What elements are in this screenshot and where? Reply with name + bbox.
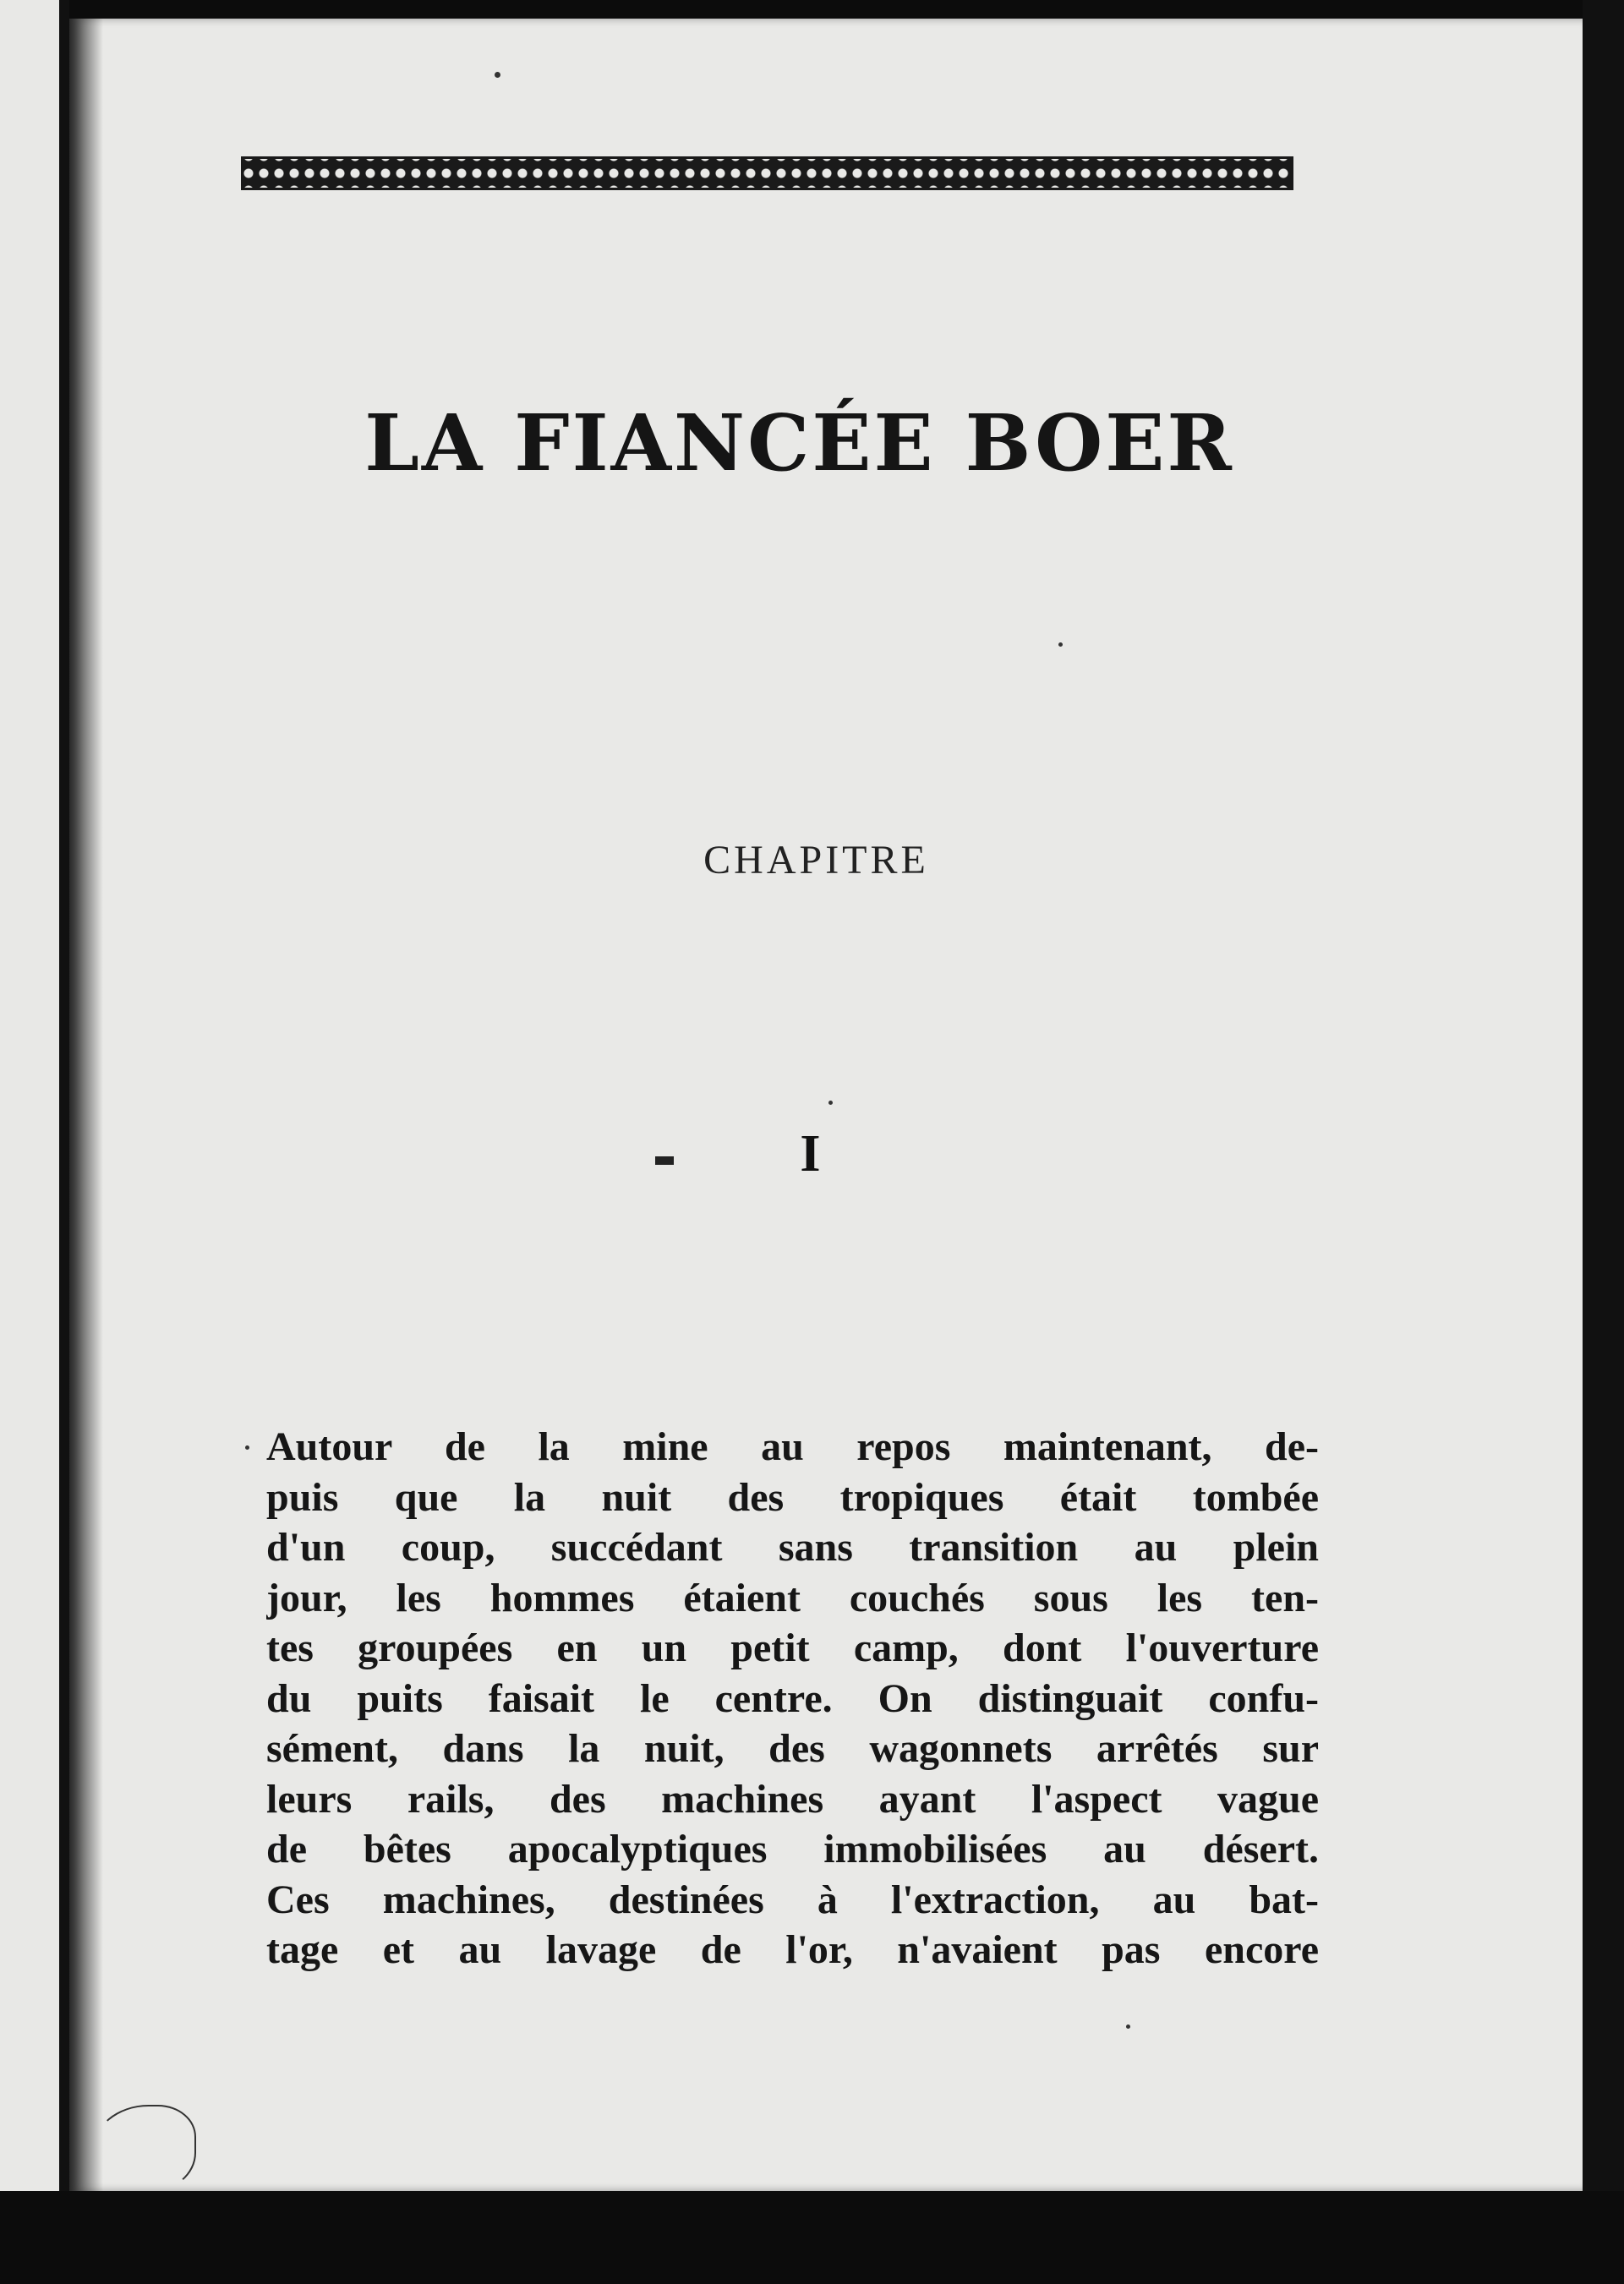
- text-line: Ces machines, destinées à l'extraction, au bat-: [266, 1877, 1319, 1922]
- text-line: Autour de la mine au repos maintenant, de-: [266, 1424, 1319, 1469]
- text-line: sément, dans la nuit, des wagonnets arrêtés sur: [266, 1726, 1319, 1771]
- bottom-margin-band: [0, 2191, 1624, 2284]
- text-line: tes groupées en un petit camp, dont l'ouverture: [266, 1626, 1319, 1670]
- text-line: tage et au lavage de l'or, n'avaient pas encore: [266, 1927, 1319, 1972]
- text-line: de bêtes apocalyptiques immobilisées au désert.: [266, 1827, 1319, 1871]
- dust-speck: [828, 1101, 833, 1105]
- chapter-number: I: [800, 1125, 821, 1183]
- dust-speck: [245, 1445, 249, 1450]
- chapter-heading: CHAPITRE: [703, 838, 929, 882]
- page-edge-shadow: [69, 19, 103, 2191]
- text-line: d'un coup, succédant sans transition au plein: [266, 1525, 1319, 1570]
- body-paragraph: [266, 1422, 1319, 1975]
- text-line: jour, les hommes étaient couchés sous les ten-: [266, 1575, 1319, 1620]
- dust-speck: [495, 72, 500, 78]
- text-line: leurs rails, des machines ayant l'aspect vague: [266, 1776, 1319, 1822]
- text-line: puis que la nuit des tropiques était tombée: [266, 1474, 1319, 1520]
- dust-speck: [1126, 2024, 1130, 2029]
- text-line: du puits faisait le centre. On distinguait confu-: [266, 1675, 1319, 1721]
- dust-speck: [1058, 642, 1063, 647]
- book-title: LA FIANCÉE BOER: [364, 397, 1234, 489]
- decorative-border-ornament: [241, 156, 1293, 190]
